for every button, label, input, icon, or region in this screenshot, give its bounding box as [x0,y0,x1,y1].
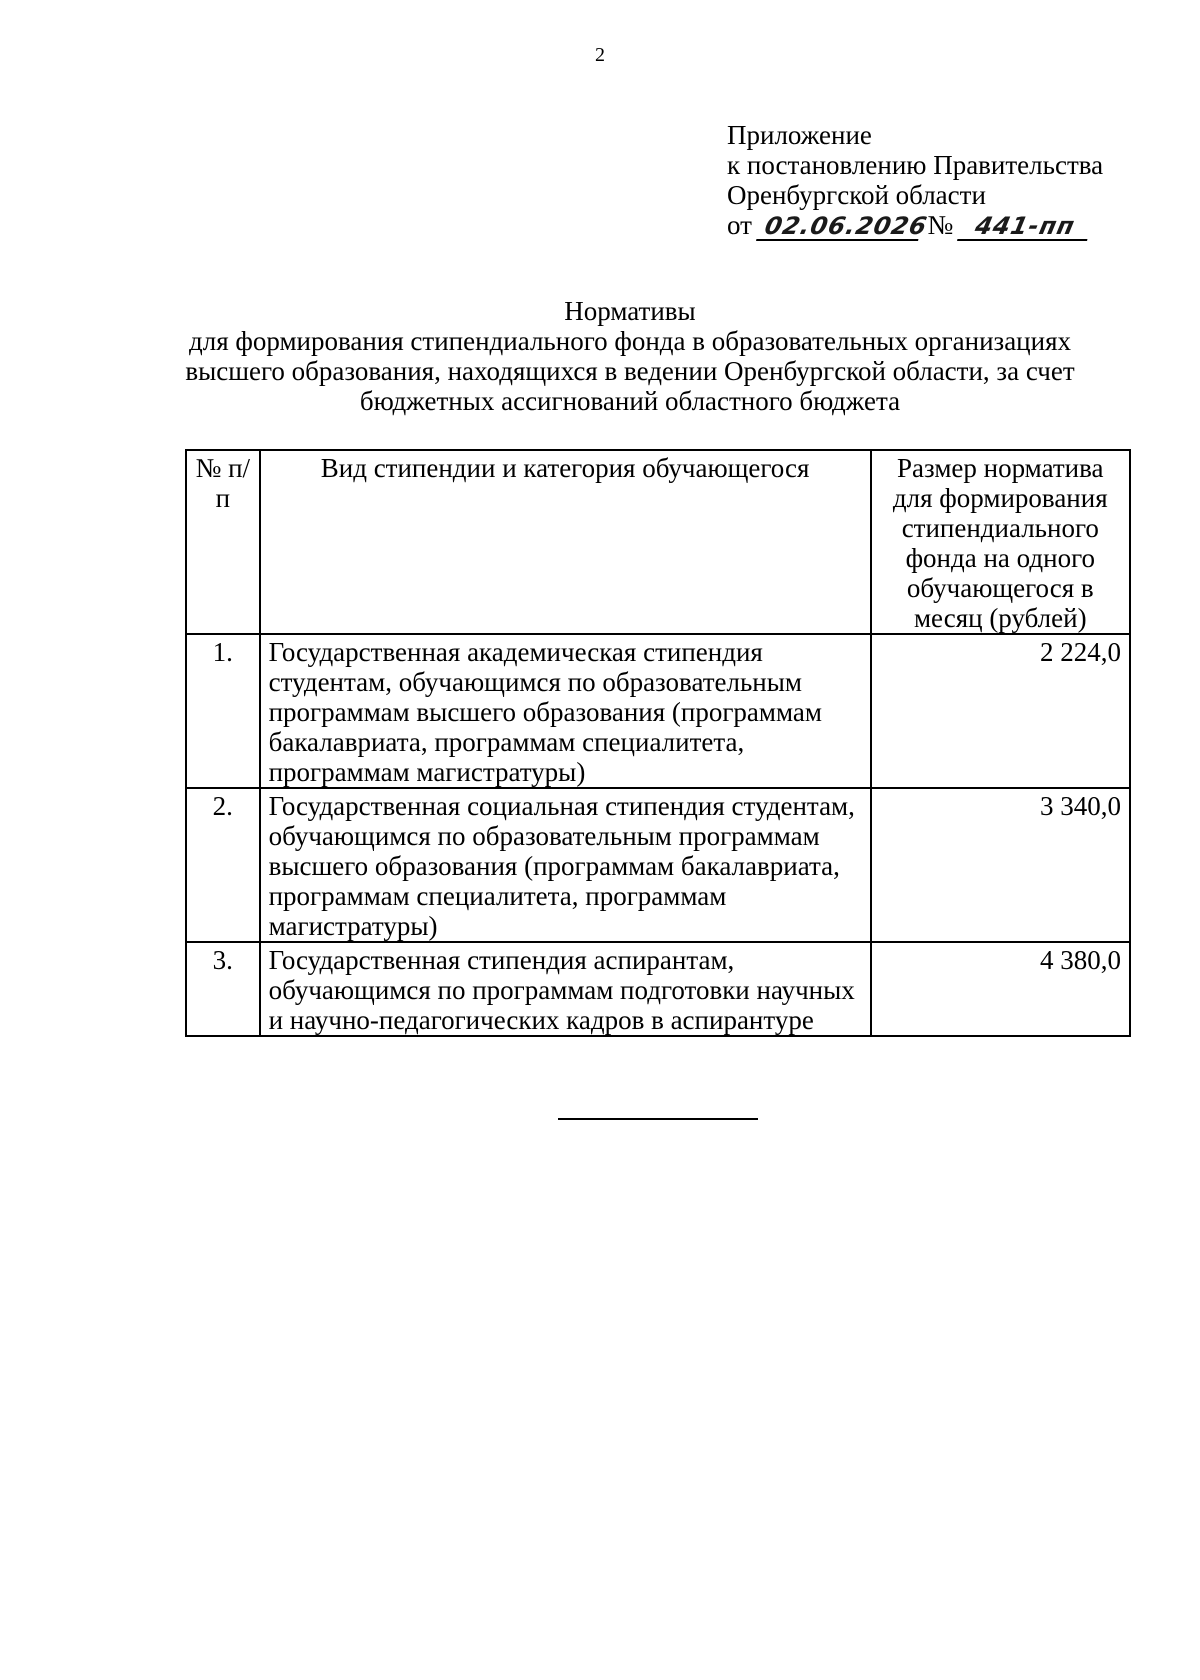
document-title-block [150,296,1110,416]
appendix-date-line [727,210,1103,241]
table-row [186,942,1130,1036]
date-prefix: от [727,210,752,240]
number-prefix: № [927,210,954,240]
row-num: 3. [186,942,260,1036]
header-kind: Вид стипендии и категория обучающегося [260,450,871,634]
header-num: № п/п [186,450,260,634]
handwritten-number: 441-пп [957,213,1093,241]
header-size: Размер норматива для формирования стипендиального фонда на одного обучающегося в месяц (рублей) [871,450,1130,634]
appendix-block [727,120,1103,241]
row-kind: Государственная социальная стипендия студентам, обучающимся по образовательным программам высшего образования (программам бакалавриата, программам специалитета, программам магистратуры) [260,788,871,942]
closing-rule [558,1118,758,1120]
row-size: 3 340,0 [871,788,1130,942]
table-header-row [186,450,1130,634]
appendix-region-line: Оренбургской области [727,180,986,210]
norms-table [185,449,1131,1037]
page-number: 2 [595,44,605,66]
table-row [186,788,1130,942]
row-size: 4 380,0 [871,942,1130,1036]
row-num: 1. [186,634,260,788]
row-num: 2. [186,788,260,942]
row-kind: Государственная стипендия аспирантам, обучающимся по программам подготовки научных и научно-педагогических кадров в аспирантуре [260,942,871,1036]
table-row [186,634,1130,788]
appendix-title: Приложение [727,120,872,150]
document-title: Нормативы [564,296,696,326]
row-kind: Государственная академическая стипендия студентам, обучающимся по образовательным программам высшего образования (программам бакалавриата, программам специалитета, программам магистратуры) [260,634,871,788]
document-subtitle: для формирования стипендиального фонда в образовательных организациях высшего образования, находящихся в ведении Оренбургской области, за счет бюджетных ассигнований областного бюджета [185,326,1075,416]
appendix-resolution-line: к постановлению Правительства [727,150,1104,180]
handwritten-date: 02.06.2026 [756,213,924,241]
row-size: 2 224,0 [871,634,1130,788]
